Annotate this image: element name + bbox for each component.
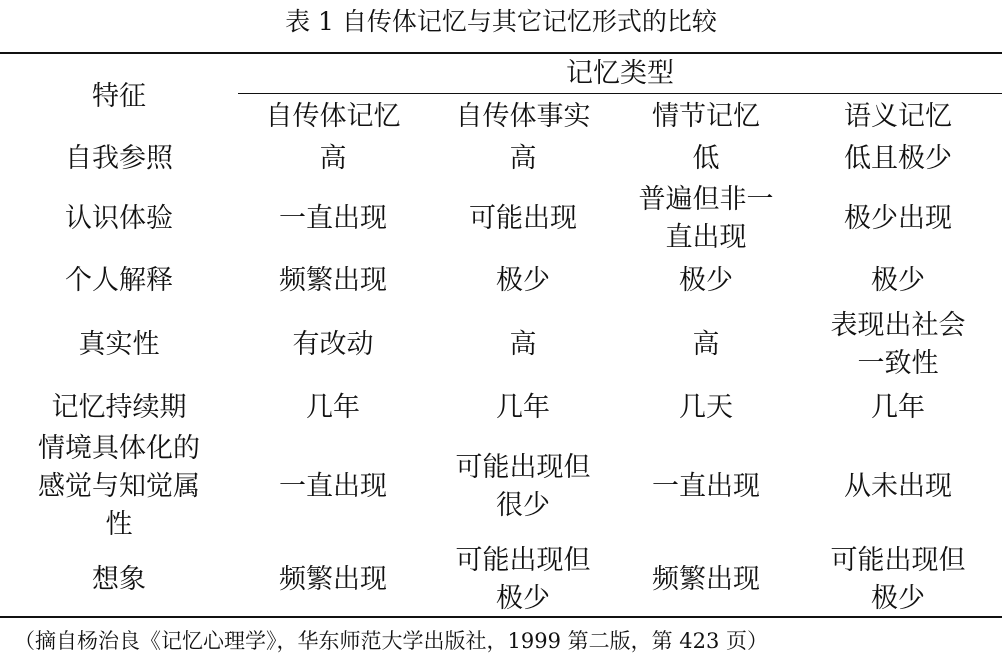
table-cell: 可能出现	[469, 203, 577, 234]
table-cell: 高	[509, 143, 537, 174]
table-cell: 极少	[871, 265, 925, 296]
table-cell: 极少	[679, 265, 733, 296]
table-cell: 一直出现	[279, 203, 387, 234]
table-cell: 普遍但非一 直出现	[638, 184, 774, 253]
table-cell: 可能出现但 极少	[455, 545, 591, 614]
row-feature-self-reference: 自我参照	[65, 143, 173, 174]
row-feature-sensory-perceptual-attributes: 情境具体化的 感觉与知觉属 性	[38, 433, 200, 540]
column-header-autobiographical-memory: 自传体记忆	[265, 101, 401, 132]
table-cell: 可能出现但 很少	[455, 452, 591, 521]
table-title: 表 1 自传体记忆与其它记忆形式的比较	[285, 7, 717, 36]
column-header-autobiographical-facts: 自传体事实	[455, 101, 591, 132]
row-feature-authenticity: 真实性	[78, 329, 160, 360]
table-cell: 高	[692, 329, 720, 360]
table-cell: 几年	[496, 392, 550, 423]
row-feature-personal-interpretation: 个人解释	[65, 265, 173, 296]
table-cell: 几年	[306, 392, 360, 423]
table-cell: 有改动	[292, 329, 374, 360]
row-feature-imagery: 想象	[92, 564, 146, 595]
table-cell: 频繁出现	[279, 564, 387, 595]
table-cell: 频繁出现	[279, 265, 387, 296]
feature-header: 特征	[92, 81, 146, 112]
row-feature-memory-duration: 记忆持续期	[51, 392, 187, 423]
column-header-semantic-memory: 语义记忆	[844, 101, 952, 132]
table-cell: 高	[509, 329, 537, 360]
table-cell: 高	[319, 143, 347, 174]
table-cell: 表现出社会 一致性	[830, 310, 966, 379]
bottom-rule	[0, 616, 1002, 618]
table-cell: 一直出现	[652, 471, 760, 502]
column-header-episodic-memory: 情节记忆	[652, 101, 760, 132]
table-cell: 一直出现	[279, 471, 387, 502]
table-cell: 几天	[679, 392, 733, 423]
group-header-rule	[238, 93, 1002, 94]
table-cell: 几年	[871, 392, 925, 423]
table-cell: 低	[692, 143, 720, 174]
top-rule	[0, 52, 1002, 54]
table-cell: 极少	[496, 265, 550, 296]
table-cell: 频繁出现	[652, 564, 760, 595]
source-footnote: （摘自杨治良《记忆心理学》，华东师范大学出版社，1999 第二版，第 423 页）	[14, 629, 769, 653]
memory-type-header: 记忆类型	[566, 58, 674, 89]
table-cell: 极少出现	[844, 203, 952, 234]
table-cell: 从未出现	[844, 471, 952, 502]
row-feature-cognitive-experience: 认识体验	[65, 203, 173, 234]
table-cell: 可能出现但 极少	[830, 545, 966, 614]
table-cell: 低且极少	[844, 143, 952, 174]
